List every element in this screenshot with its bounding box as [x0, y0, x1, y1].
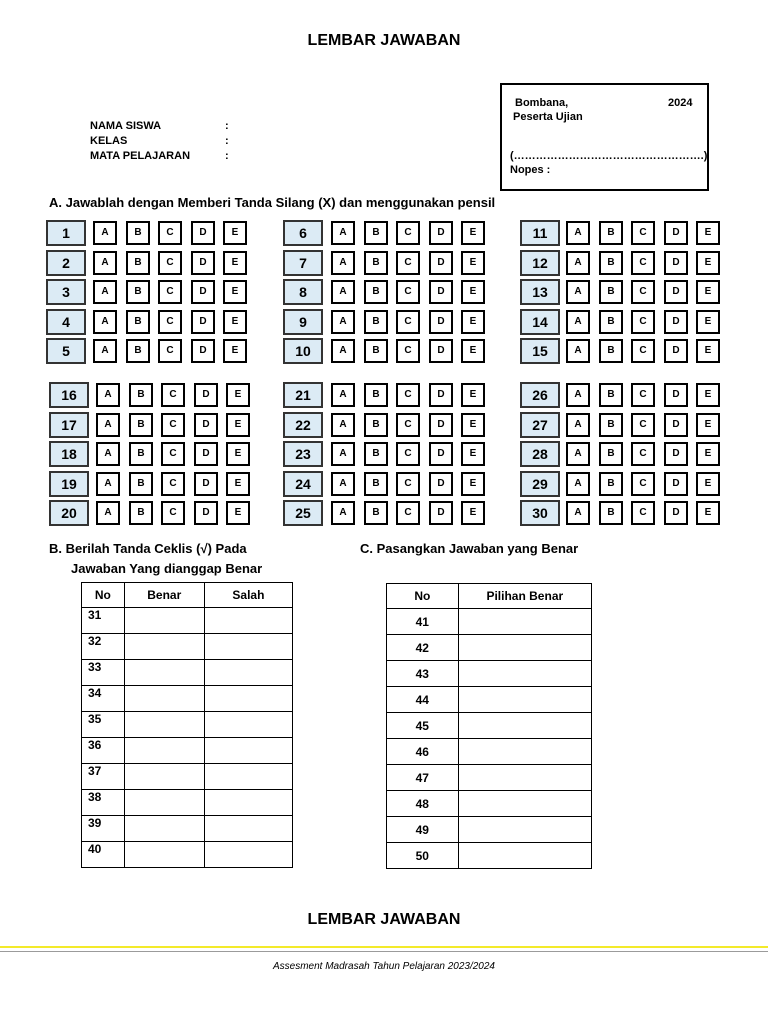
row-number: 33	[82, 660, 125, 686]
answer-option-e[interactable]: E	[696, 383, 720, 407]
col-header-benar: Benar	[124, 583, 204, 608]
answer-option-d[interactable]: D	[191, 310, 215, 334]
question-number: 13	[520, 279, 560, 305]
salah-cell[interactable]	[204, 634, 292, 660]
answer-option-c[interactable]: C	[396, 339, 420, 363]
answer-option-c[interactable]: C	[631, 472, 655, 496]
answer-option-b[interactable]: B	[599, 339, 623, 363]
question-number: 15	[520, 338, 560, 364]
answer-option-c[interactable]: C	[161, 501, 185, 525]
answer-option-b[interactable]: B	[599, 413, 623, 437]
table-row	[387, 713, 592, 739]
answer-option-b[interactable]: B	[364, 280, 388, 304]
answer-option-e[interactable]: E	[696, 280, 720, 304]
question-number: 19	[49, 471, 89, 497]
answer-option-a[interactable]: A	[566, 383, 590, 407]
answer-option-b[interactable]: B	[599, 280, 623, 304]
salah-cell[interactable]	[204, 608, 292, 634]
answer-option-d[interactable]: D	[191, 251, 215, 275]
answer-option-e[interactable]: E	[461, 383, 485, 407]
table-row	[82, 842, 293, 868]
answer-option-d[interactable]: D	[191, 221, 215, 245]
table-row	[82, 764, 293, 790]
answer-option-d[interactable]: D	[664, 221, 688, 245]
answer-option-a[interactable]: A	[566, 501, 590, 525]
question-number: 1	[46, 220, 86, 246]
answer-option-c[interactable]: C	[161, 472, 185, 496]
row-number: 36	[82, 738, 125, 764]
row-number: 37	[82, 764, 125, 790]
row-number: 46	[387, 739, 459, 765]
row-number: 32	[82, 634, 125, 660]
box-signature-line: (…………………………………………….)	[510, 150, 708, 162]
answer-option-c[interactable]: C	[631, 221, 655, 245]
answer-option-a[interactable]: A	[93, 280, 117, 304]
answer-option-a[interactable]: A	[331, 442, 355, 466]
benar-cell[interactable]	[124, 634, 204, 660]
answer-option-b[interactable]: B	[126, 310, 150, 334]
answer-option-e[interactable]: E	[461, 472, 485, 496]
footer-text: Assesment Madrasah Tahun Pelajaran 2023/2024	[272, 961, 495, 972]
answer-option-b[interactable]: B	[129, 413, 153, 437]
row-number: 48	[387, 791, 459, 817]
answer-option-d[interactable]: D	[664, 280, 688, 304]
question-number: 3	[46, 279, 86, 305]
answer-option-a[interactable]: A	[96, 442, 120, 466]
field-label-nama: NAMA SISWA	[90, 120, 162, 132]
pilihan-cell[interactable]	[458, 843, 591, 869]
answer-option-e[interactable]: E	[461, 501, 485, 525]
salah-cell[interactable]	[204, 790, 292, 816]
answer-option-c[interactable]: C	[158, 310, 182, 334]
footer-divider-yellow	[0, 946, 768, 948]
answer-option-b[interactable]: B	[599, 310, 623, 334]
answer-option-e[interactable]: E	[696, 339, 720, 363]
pilihan-cell[interactable]	[458, 817, 591, 843]
answer-option-a[interactable]: A	[566, 251, 590, 275]
table-benar-salah	[81, 582, 293, 868]
answer-option-c[interactable]: C	[631, 383, 655, 407]
question-number: 5	[46, 338, 86, 364]
salah-cell[interactable]	[204, 712, 292, 738]
row-number: 50	[387, 843, 459, 869]
section-a-title: A. Jawablah dengan Memberi Tanda Silang (X) dan menggunakan pensil	[49, 195, 496, 210]
answer-option-c[interactable]: C	[631, 442, 655, 466]
answer-option-a[interactable]: A	[566, 442, 590, 466]
answer-option-a[interactable]: A	[93, 339, 117, 363]
row-number: 45	[387, 713, 459, 739]
answer-option-b[interactable]: B	[126, 221, 150, 245]
benar-cell[interactable]	[124, 764, 204, 790]
footer-divider-gray	[0, 951, 768, 952]
answer-option-b[interactable]: B	[364, 339, 388, 363]
answer-option-a[interactable]: A	[331, 339, 355, 363]
answer-option-e[interactable]: E	[226, 472, 250, 496]
answer-option-c[interactable]: C	[631, 280, 655, 304]
answer-option-b[interactable]: B	[599, 442, 623, 466]
answer-option-e[interactable]: E	[696, 501, 720, 525]
pilihan-cell[interactable]	[458, 609, 591, 635]
answer-option-d[interactable]: D	[429, 339, 453, 363]
answer-option-e[interactable]: E	[461, 251, 485, 275]
answer-option-e[interactable]: E	[223, 310, 247, 334]
question-number: 26	[520, 382, 560, 408]
answer-option-e[interactable]: E	[461, 310, 485, 334]
answer-option-d[interactable]: D	[664, 472, 688, 496]
field-label-mapel: MATA PELAJARAN	[90, 150, 191, 162]
answer-option-a[interactable]: A	[331, 251, 355, 275]
question-number: 7	[283, 250, 323, 276]
answer-option-d[interactable]: D	[429, 280, 453, 304]
question-number: 22	[283, 412, 323, 438]
answer-option-a[interactable]: A	[566, 413, 590, 437]
row-number: 31	[82, 608, 125, 634]
answer-option-c[interactable]: C	[161, 383, 185, 407]
answer-option-c[interactable]: C	[396, 472, 420, 496]
pilihan-cell[interactable]	[458, 713, 591, 739]
pilihan-cell[interactable]	[458, 739, 591, 765]
answer-option-b[interactable]: B	[126, 339, 150, 363]
answer-option-b[interactable]: B	[129, 442, 153, 466]
answer-option-e[interactable]: E	[226, 442, 250, 466]
benar-cell[interactable]	[124, 686, 204, 712]
answer-option-a[interactable]: A	[566, 339, 590, 363]
row-number: 40	[82, 842, 125, 868]
table-row	[82, 686, 293, 712]
benar-cell[interactable]	[124, 816, 204, 842]
answer-option-b[interactable]: B	[599, 472, 623, 496]
row-number: 34	[82, 686, 125, 712]
answer-option-b[interactable]: B	[364, 251, 388, 275]
col-header-no-c: No	[387, 584, 459, 609]
col-header-salah: Salah	[204, 583, 292, 608]
benar-cell[interactable]	[124, 738, 204, 764]
answer-option-e[interactable]: E	[223, 280, 247, 304]
answer-option-e[interactable]: E	[223, 339, 247, 363]
question-number: 14	[520, 309, 560, 335]
answer-option-b[interactable]: B	[364, 383, 388, 407]
table-row	[387, 791, 592, 817]
salah-cell[interactable]	[204, 660, 292, 686]
field-label-kelas: KELAS	[90, 135, 128, 147]
answer-option-c[interactable]: C	[396, 413, 420, 437]
answer-option-d[interactable]: D	[664, 251, 688, 275]
answer-option-d[interactable]: D	[429, 442, 453, 466]
question-number: 9	[283, 309, 323, 335]
benar-cell[interactable]	[124, 660, 204, 686]
answer-option-c[interactable]: C	[158, 251, 182, 275]
question-number: 11	[520, 220, 560, 246]
salah-cell[interactable]	[204, 686, 292, 712]
question-number: 12	[520, 250, 560, 276]
box-place: Bombana,	[515, 97, 569, 109]
question-number: 8	[283, 279, 323, 305]
answer-option-d[interactable]: D	[429, 310, 453, 334]
answer-option-e[interactable]: E	[696, 310, 720, 334]
answer-option-d[interactable]: D	[194, 442, 218, 466]
answer-option-a[interactable]: A	[566, 280, 590, 304]
signature-box	[500, 83, 709, 191]
answer-option-c[interactable]: C	[396, 383, 420, 407]
answer-option-e[interactable]: E	[696, 221, 720, 245]
answer-option-d[interactable]: D	[664, 413, 688, 437]
answer-option-c[interactable]: C	[161, 442, 185, 466]
answer-option-a[interactable]: A	[566, 472, 590, 496]
answer-option-c[interactable]: C	[158, 339, 182, 363]
answer-option-b[interactable]: B	[599, 383, 623, 407]
answer-option-c[interactable]: C	[631, 310, 655, 334]
answer-option-b[interactable]: B	[599, 251, 623, 275]
table-pilihan	[386, 583, 592, 869]
row-number: 35	[82, 712, 125, 738]
question-number: 25	[283, 500, 323, 526]
answer-option-d[interactable]: D	[664, 383, 688, 407]
col-header-no: No	[82, 583, 125, 608]
answer-option-d[interactable]: D	[194, 413, 218, 437]
answer-option-a[interactable]: A	[96, 472, 120, 496]
pilihan-cell[interactable]	[458, 791, 591, 817]
answer-option-e[interactable]: E	[696, 472, 720, 496]
answer-option-a[interactable]: A	[331, 501, 355, 525]
question-number: 17	[49, 412, 89, 438]
question-number: 23	[283, 441, 323, 467]
box-nopes: Nopes :	[510, 164, 551, 176]
row-number: 47	[387, 765, 459, 791]
answer-option-d[interactable]: D	[194, 472, 218, 496]
answer-option-e[interactable]: E	[226, 413, 250, 437]
section-b-title: B. Berilah Tanda Ceklis (√) Pada	[49, 541, 247, 556]
answer-option-c[interactable]: C	[158, 221, 182, 245]
table-row	[387, 635, 592, 661]
salah-cell[interactable]	[204, 738, 292, 764]
answer-option-e[interactable]: E	[696, 442, 720, 466]
answer-option-e[interactable]: E	[223, 221, 247, 245]
answer-option-a[interactable]: A	[331, 472, 355, 496]
answer-option-d[interactable]: D	[191, 280, 215, 304]
answer-option-b[interactable]: B	[129, 501, 153, 525]
question-number: 24	[283, 471, 323, 497]
answer-option-d[interactable]: D	[429, 221, 453, 245]
table-row	[82, 790, 293, 816]
row-number: 43	[387, 661, 459, 687]
benar-cell[interactable]	[124, 712, 204, 738]
answer-option-c[interactable]: C	[158, 280, 182, 304]
answer-option-d[interactable]: D	[664, 310, 688, 334]
answer-option-d[interactable]: D	[194, 383, 218, 407]
answer-option-a[interactable]: A	[96, 413, 120, 437]
table-row	[387, 765, 592, 791]
answer-option-e[interactable]: E	[461, 413, 485, 437]
question-number: 27	[520, 412, 560, 438]
table-row	[387, 739, 592, 765]
answer-option-b[interactable]: B	[599, 501, 623, 525]
answer-option-c[interactable]: C	[396, 280, 420, 304]
table-row	[82, 738, 293, 764]
answer-option-a[interactable]: A	[566, 221, 590, 245]
answer-option-c[interactable]: C	[631, 339, 655, 363]
question-number: 18	[49, 441, 89, 467]
answer-option-e[interactable]: E	[223, 251, 247, 275]
answer-option-d[interactable]: D	[429, 472, 453, 496]
question-number: 30	[520, 500, 560, 526]
answer-option-d[interactable]: D	[429, 383, 453, 407]
answer-option-a[interactable]: A	[93, 310, 117, 334]
table-row	[82, 608, 293, 634]
row-number: 39	[82, 816, 125, 842]
answer-option-b[interactable]: B	[364, 310, 388, 334]
answer-option-c[interactable]: C	[631, 413, 655, 437]
box-role: Peserta Ujian	[513, 111, 583, 123]
answer-option-c[interactable]: C	[396, 251, 420, 275]
row-number: 49	[387, 817, 459, 843]
question-number: 21	[283, 382, 323, 408]
answer-option-e[interactable]: E	[226, 501, 250, 525]
benar-cell[interactable]	[124, 608, 204, 634]
answer-option-b[interactable]: B	[364, 221, 388, 245]
answer-option-c[interactable]: C	[396, 501, 420, 525]
table-row	[387, 661, 592, 687]
answer-option-c[interactable]: C	[396, 221, 420, 245]
question-number: 20	[49, 500, 89, 526]
question-number: 29	[520, 471, 560, 497]
answer-option-b[interactable]: B	[599, 221, 623, 245]
answer-option-d[interactable]: D	[429, 501, 453, 525]
answer-option-c[interactable]: C	[396, 442, 420, 466]
answer-option-e[interactable]: E	[696, 413, 720, 437]
page-title: LEMBAR JAWABAN	[307, 32, 461, 49]
answer-option-d[interactable]: D	[191, 339, 215, 363]
answer-option-b[interactable]: B	[364, 442, 388, 466]
table-row	[387, 609, 592, 635]
field-colon-mapel: :	[225, 150, 229, 162]
table-row	[82, 712, 293, 738]
answer-option-b[interactable]: B	[129, 383, 153, 407]
answer-option-b[interactable]: B	[364, 501, 388, 525]
table-row	[387, 817, 592, 843]
question-number: 6	[283, 220, 323, 246]
answer-option-d[interactable]: D	[664, 442, 688, 466]
answer-option-e[interactable]: E	[461, 339, 485, 363]
question-number: 4	[46, 309, 86, 335]
answer-option-b[interactable]: B	[364, 472, 388, 496]
pilihan-cell[interactable]	[458, 687, 591, 713]
answer-option-d[interactable]: D	[194, 501, 218, 525]
field-colon-nama: :	[225, 120, 229, 132]
row-number: 41	[387, 609, 459, 635]
table-row	[387, 687, 592, 713]
answer-option-e[interactable]: E	[461, 442, 485, 466]
question-number: 28	[520, 441, 560, 467]
answer-option-c[interactable]: C	[396, 310, 420, 334]
row-number: 44	[387, 687, 459, 713]
answer-option-c[interactable]: C	[161, 413, 185, 437]
table-row	[82, 660, 293, 686]
answer-option-b[interactable]: B	[126, 280, 150, 304]
answer-option-a[interactable]: A	[93, 221, 117, 245]
answer-option-c[interactable]: C	[631, 251, 655, 275]
answer-option-d[interactable]: D	[429, 251, 453, 275]
answer-option-b[interactable]: B	[129, 472, 153, 496]
table-row	[82, 816, 293, 842]
salah-cell[interactable]	[204, 816, 292, 842]
answer-option-a[interactable]: A	[96, 383, 120, 407]
salah-cell[interactable]	[204, 842, 292, 868]
box-year: 2024	[668, 97, 693, 109]
answer-option-a[interactable]: A	[331, 413, 355, 437]
answer-option-a[interactable]: A	[96, 501, 120, 525]
answer-option-e[interactable]: E	[461, 280, 485, 304]
answer-option-d[interactable]: D	[429, 413, 453, 437]
pilihan-cell[interactable]	[458, 635, 591, 661]
answer-option-b[interactable]: B	[126, 251, 150, 275]
answer-option-a[interactable]: A	[93, 251, 117, 275]
question-number: 16	[49, 382, 89, 408]
field-colon-kelas: :	[225, 135, 229, 147]
answer-option-d[interactable]: D	[664, 339, 688, 363]
answer-option-c[interactable]: C	[631, 501, 655, 525]
question-number: 2	[46, 250, 86, 276]
answer-option-a[interactable]: A	[566, 310, 590, 334]
answer-option-e[interactable]: E	[461, 221, 485, 245]
row-number: 38	[82, 790, 125, 816]
answer-option-e[interactable]: E	[226, 383, 250, 407]
salah-cell[interactable]	[204, 764, 292, 790]
answer-option-a[interactable]: A	[331, 280, 355, 304]
pilihan-cell[interactable]	[458, 765, 591, 791]
benar-cell[interactable]	[124, 842, 204, 868]
answer-option-a[interactable]: A	[331, 221, 355, 245]
table-row	[82, 634, 293, 660]
pilihan-cell[interactable]	[458, 661, 591, 687]
row-number: 42	[387, 635, 459, 661]
section-b-subtitle: Jawaban Yang dianggap Benar	[71, 561, 263, 576]
answer-option-a[interactable]: A	[331, 310, 355, 334]
answer-option-e[interactable]: E	[696, 251, 720, 275]
table-row	[387, 843, 592, 869]
answer-option-a[interactable]: A	[331, 383, 355, 407]
benar-cell[interactable]	[124, 790, 204, 816]
question-number: 10	[283, 338, 323, 364]
answer-option-b[interactable]: B	[364, 413, 388, 437]
col-header-pilihan: Pilihan Benar	[458, 584, 591, 609]
section-c-title: C. Pasangkan Jawaban yang Benar	[360, 541, 579, 556]
answer-option-d[interactable]: D	[664, 501, 688, 525]
bottom-title: LEMBAR JAWABAN	[307, 911, 461, 928]
